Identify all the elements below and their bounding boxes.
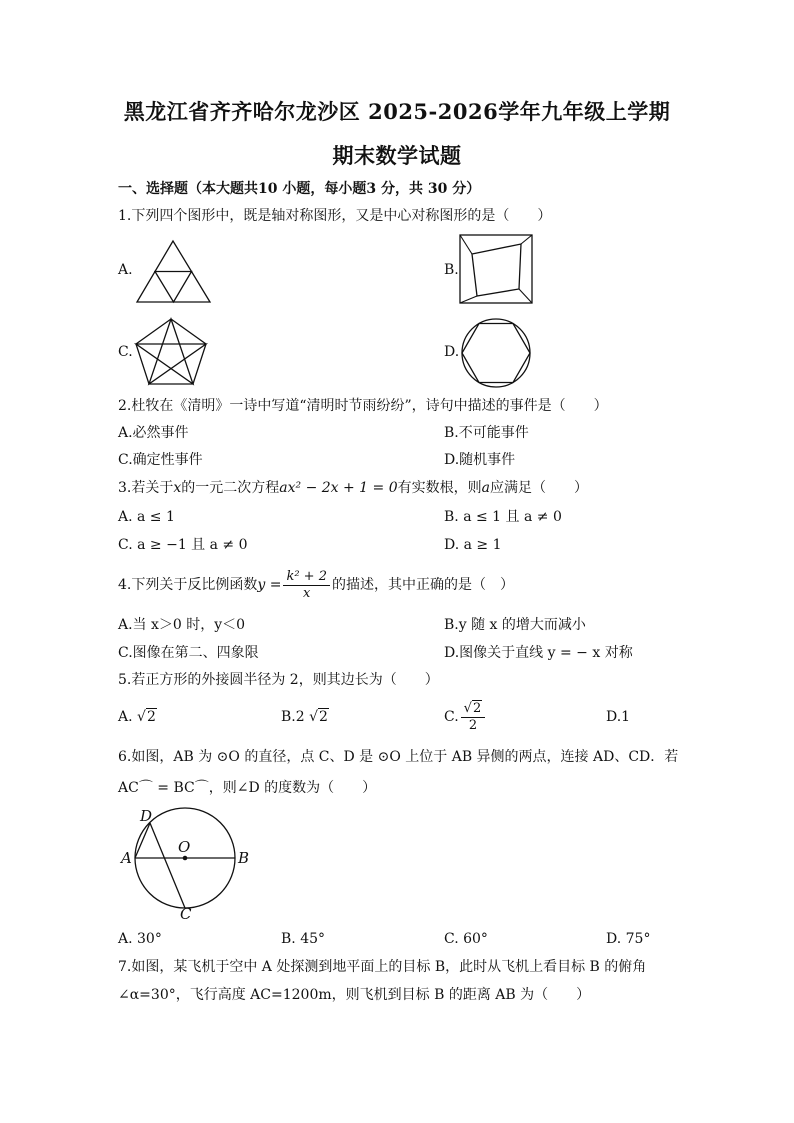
q5-option-b-prefix: B.2 [281,709,305,725]
q2-option-c: C.确定性事件 [118,452,203,468]
q6-label-c: C [180,905,192,923]
q3-option-c: C. a ≥ −1 且 a ≠ 0 [118,537,248,553]
q4-option-c: C.图像在第二、四象限 [118,645,259,661]
q4-option-b: B.y 随 x 的增大而减小 [444,617,586,633]
q4-numerator: k² + 2 [283,569,330,586]
q1-stem: 1.下列四个图形中，既是轴对称图形，又是中心对称图形的是（ ） [118,208,552,224]
q1-figure-b-square [459,234,533,304]
q6-stem-line1: 6.如图，AB 为 ⊙O 的直径，点 C、D 是 ⊙O 上位于 AB 异侧的两点，连接 AD、CD．若 [118,749,679,765]
q6-option-b: B. 45° [281,931,326,947]
q5-option-b-radicand: 2 [319,709,328,725]
q2-option-b: B.不可能事件 [444,425,529,441]
q5-option-b: B.2 √2 [281,709,328,725]
q1-option-c-label: C. [118,344,133,360]
q5-option-c-fraction [461,701,486,734]
q1-option-a-label: A. [118,262,133,278]
q4-func-lhs: y = [257,577,282,593]
q2-option-d: D.随机事件 [444,452,516,468]
q3-option-a: A. a ≤ 1 [118,509,175,525]
q7-stem-line1: 7.如图，某飞机于空中 A 处探测到地平面上的目标 B，此时从飞机上看目标 B 的俯角 [118,959,647,975]
q5-option-a-prefix: A. [118,709,133,725]
q4-option-d: D.图像关于直线 y = − x 对称 [444,645,633,661]
q3-option-b: B. a ≤ 1 且 a ≠ 0 [444,509,562,525]
q5-option-d: D.1 [606,709,631,725]
q3-equation: ax² − 2x + 1 = 0 [279,480,398,496]
section-heading: 一、选择题（本大题共10 小题，每小题3 分，共 30 分） [118,181,481,197]
q3-stem [118,479,588,497]
q1-option-b-label: B. [444,262,459,278]
q4-stem [118,566,514,604]
q5-option-c [444,698,487,736]
q3-option-d: D. a ≥ 1 [444,537,502,553]
q1-figure-d-circle-hexagon [460,317,532,389]
q5-option-c-numerator: √2 [461,701,486,718]
q5-stem: 5.若正方形的外接圆半径为 2，则其边长为（ ） [118,672,439,688]
q6-option-a: A. 30° [118,931,162,947]
q3-stem-mid: 的一元二次方程 [181,480,280,496]
q3-stem-post: 应满足（ ） [490,480,588,496]
q5-option-c-radicand: 2 [472,700,482,716]
q5-option-a: A. √2 [118,709,156,725]
q2-stem: 2.杜牧在《清明》一诗中写道“清明时节雨纷纷”，诗句中描述的事件是（ ） [118,398,608,414]
exam-title-line1: 黑龙江省齐齐哈尔龙沙区 2025-2026学年九年级上学期 [123,99,671,124]
q5-option-c-prefix: C. [444,709,459,725]
q2-option-a: A.必然事件 [118,425,189,441]
q7-stem-line2: ∠α=30°，飞行高度 AC=1200m，则飞机到目标 B 的距离 AB 为（ ） [118,987,591,1003]
q4-stem-pre: 4.下列关于反比例函数 [118,577,258,593]
q3-var-x: x [173,480,182,496]
q4-fraction [283,569,330,602]
q1-option-d-label: D. [444,344,460,360]
q6-option-d: D. 75° [606,931,651,947]
q4-stem-post: 的描述，其中正确的是（ ） [331,577,514,593]
q3-stem-pre: 3.若关于 [118,480,174,496]
q6-label-d: D [140,807,153,825]
q5-option-a-radicand: 2 [146,709,156,725]
q3-var-a: a [481,480,490,496]
q6-label-a: A [121,849,132,867]
q3-stem-mid2: 有实数根，则 [397,480,482,496]
q6-label-o: O [178,838,191,856]
q1-figure-c-pentagon-star [134,318,208,386]
q1-figure-a-triangle [135,239,215,305]
q6-label-b: B [238,849,250,867]
q4-option-a: A.当 x＞0 时，y＜0 [118,617,246,633]
q6-option-c: C. 60° [444,931,488,947]
q5-option-c-denominator: 2 [468,717,478,733]
q6-stem-line2: AC⌒ = BC⌒，则∠D 的度数为（ ） [118,780,377,796]
q4-denominator: x [303,585,311,601]
exam-title-line2: 期末数学试题 [332,143,462,168]
